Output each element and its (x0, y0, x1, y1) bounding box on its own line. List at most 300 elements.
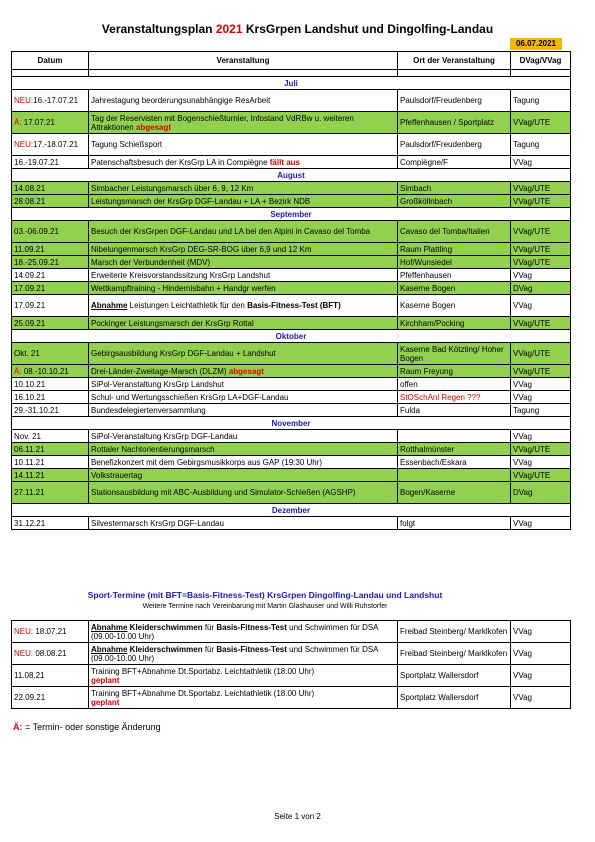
cell-date (12, 343, 89, 365)
event-bold: Basis-Fitness-Test (216, 644, 287, 654)
typ-text: Tagung (513, 405, 540, 415)
cell-typ (511, 90, 571, 112)
event-text: Silvestermarsch KrsGrp DGF-Landau (91, 518, 224, 528)
typ-text: VVag (513, 431, 532, 441)
table-row (12, 404, 571, 417)
event-text: Wettkampftraining - Hindernisbahn + Handgr werfen (91, 283, 276, 293)
typ-text: VVag/UTE (513, 183, 551, 193)
cell-typ (511, 443, 571, 456)
ort-text: Essenbach/Eskara (400, 457, 467, 467)
spacer-cell (511, 70, 571, 77)
cell-event (89, 269, 398, 282)
typ-text: VVag (513, 157, 532, 167)
cell-date (12, 221, 89, 243)
cell-date (12, 430, 89, 443)
month-label: Oktober (12, 330, 571, 343)
table-row (12, 156, 571, 169)
typ-text: VVag (513, 693, 532, 702)
cell-date (12, 256, 89, 269)
cell-event (89, 112, 398, 134)
cell-event (89, 90, 398, 112)
ort-text: Fulda (400, 405, 421, 415)
typ-text: Tagung (513, 96, 540, 105)
date-text: 11.09.21 (14, 244, 45, 254)
table-row (12, 90, 571, 112)
typ-text: VVag (513, 392, 532, 402)
ort-text: Rotthalmünster (400, 444, 455, 454)
table-row (12, 243, 571, 256)
event-text: Simbacher Leistungsmarsch über 6, 9, 12 Km (91, 183, 254, 193)
cell-event (89, 195, 398, 208)
date-text: 17.09.21 (14, 301, 46, 310)
cell-typ (511, 378, 571, 391)
cell-ort (398, 482, 511, 504)
table-row (12, 269, 571, 282)
cell-ort (398, 243, 511, 256)
cell-typ (511, 665, 571, 687)
month-row-oktober (12, 330, 571, 343)
cell-typ (511, 195, 571, 208)
spacer-row (12, 70, 571, 77)
date-text: 06.11.21 (14, 444, 45, 454)
event-text: Tagung Schießsport (91, 140, 163, 149)
cell-typ (511, 282, 571, 295)
event-text: Marsch der Verbundenheit (MDV) (91, 257, 211, 267)
typ-text: VVag/UTE (513, 118, 551, 127)
cell-typ (511, 430, 571, 443)
event-text: Nibelungenmarsch KrsGrp DEG-SR-BOG über 6,9 und 12 Km (91, 244, 312, 254)
cell-date (12, 517, 89, 530)
cell-event (89, 256, 398, 269)
typ-text: VVag (513, 518, 532, 528)
event-bold: Basis-Fitness-Test (BFT) (247, 301, 341, 310)
spacer-cell (89, 70, 398, 77)
date-text: 17.-18.07.21 (33, 140, 79, 149)
cell-date (12, 378, 89, 391)
cell-date (12, 404, 89, 417)
cell-event (89, 156, 398, 169)
header-datum: Datum (12, 52, 89, 70)
cell-ort (398, 269, 511, 282)
cell-ort (398, 317, 511, 330)
date-stamp: 06.07.2021 (510, 38, 562, 50)
typ-text: VVag/UTE (513, 444, 551, 454)
typ-text: VVag (513, 671, 532, 680)
event-text: Training BFT+Abnahme Dt.Sportabz. Leichtathletik (18.00 Uhr) (91, 666, 315, 676)
table-row (12, 391, 571, 404)
ort-text: Bogen/Kaserne (400, 488, 456, 497)
ort-text: Großköllnbach (400, 196, 453, 206)
event-text: Patenschaftsbesuch der KrsGrp LA in Compiègne (91, 157, 268, 167)
cell-ort (398, 221, 511, 243)
event-text: Rottaler Nachtorientierungsmarsch (91, 444, 215, 454)
date-text: 22.09.21 (14, 693, 46, 702)
date-text: Okt. 21 (14, 349, 40, 358)
event-text: Gebirgsausbildung KrsGrp DGF-Landau + Landshut (91, 349, 276, 358)
date-text: 10.11.21 (14, 457, 45, 467)
change-marker: Ä: (14, 366, 22, 376)
typ-text: VVag (513, 270, 532, 280)
cell-date (12, 134, 89, 156)
event-underlined: Abnahme (91, 622, 128, 632)
table-row (12, 621, 571, 643)
date-text: 25.09.21 (14, 318, 46, 328)
table-row (12, 282, 571, 295)
cell-typ (511, 404, 571, 417)
cell-typ (511, 256, 571, 269)
cell-event (89, 456, 398, 469)
cell-ort (398, 687, 511, 709)
date-text: 16.-17.07.21 (33, 96, 79, 105)
cell-typ (511, 456, 571, 469)
month-row-dezember (12, 504, 571, 517)
event-underlined: Abnahme (91, 301, 128, 310)
cell-ort (398, 295, 511, 317)
table-row (12, 482, 571, 504)
ort-text: Simbach (400, 183, 432, 193)
cell-ort (398, 256, 511, 269)
event-text: Volkstrauertag (91, 470, 143, 480)
cell-date (12, 643, 89, 665)
event-text: SiPol-Veranstaltung KrsGrp DGF-Landau (91, 431, 238, 441)
sport-title: Sport-Termine (mit BFT=Basis-Fitness-Test) KrsGrpen Dingolfing-Landau und Landshut (87, 590, 443, 600)
event-text: Besuch der KrsGrpen DGF-Landau und LA bei den Alpini in Cavaso del Tomba (91, 227, 371, 236)
table-row (12, 295, 571, 317)
typ-text: DVag (513, 283, 533, 293)
date-text: 17.07.21 (21, 118, 55, 127)
cell-typ (511, 182, 571, 195)
event-text: Pockinger Leistungsmarsch der KrsGrp Rottal (91, 318, 254, 328)
event-text: Tag der Reservisten mit Bogenschießturnier, Infostand VdRBw u. weiteren Attraktionen (91, 113, 354, 132)
ort-text: Paulsdorf/Freudenberg (400, 140, 482, 149)
event-text: Stationsausbildung mit ABC-Ausbildung und Simulator-Schießen (AGSHP) (91, 488, 356, 497)
cell-typ (511, 295, 571, 317)
cell-event (89, 469, 398, 482)
table-row (12, 456, 571, 469)
typ-text: VVag/UTE (513, 196, 551, 206)
ort-text: Pfeffenhausen / Sportplatz (400, 118, 495, 127)
sport-subtitle: Weitere Termine nach Vereinbarung mit Martin Glashauser und Willi Ruhstorfer (142, 603, 388, 610)
cell-event (89, 282, 398, 295)
month-row-november (12, 417, 571, 430)
ort-text: Freibad Steinberg/ Marklkofen (400, 627, 508, 636)
typ-text: VVag (513, 301, 532, 310)
typ-text: VVag (513, 379, 532, 389)
month-label: August (12, 169, 571, 182)
table-row (12, 469, 571, 482)
cell-date (12, 195, 89, 208)
typ-text: VVag/UTE (513, 244, 551, 254)
table-row (12, 365, 571, 378)
cell-date (12, 391, 89, 404)
change-marker: NEU: (14, 140, 34, 149)
cell-date (12, 295, 89, 317)
date-text: 31.12.21 (14, 518, 46, 528)
header-typ: DVag/VVag (511, 52, 571, 70)
status-text: geplant (91, 697, 120, 707)
cell-ort (398, 443, 511, 456)
cell-ort (398, 182, 511, 195)
typ-text: VVag (513, 627, 532, 636)
event-text: Schul- und Wertungsschießen KrsGrp LA+DGF-Landau (91, 392, 289, 402)
cell-typ (511, 343, 571, 365)
cell-typ (511, 243, 571, 256)
event-table (11, 51, 571, 530)
table-row (12, 317, 571, 330)
cell-event (89, 182, 398, 195)
cell-date (12, 90, 89, 112)
date-text: 08.-10.10.21 (21, 366, 69, 376)
cell-ort (398, 195, 511, 208)
typ-text: VVag/UTE (513, 349, 551, 358)
date-text: 14.09.21 (14, 270, 46, 280)
change-marker: Ä: (14, 118, 22, 127)
date-text: 18.-25.09.21 (14, 257, 59, 267)
table-row (12, 112, 571, 134)
typ-text: VVag (513, 457, 532, 467)
cell-ort (398, 343, 511, 365)
month-label: Dezember (12, 504, 571, 517)
cell-typ (511, 134, 571, 156)
cell-typ (511, 269, 571, 282)
cell-event (89, 404, 398, 417)
date-text: 18.07.21 (33, 627, 67, 636)
month-row-september (12, 208, 571, 221)
table-row (12, 182, 571, 195)
month-row-juli (12, 77, 571, 90)
cell-ort (398, 430, 511, 443)
date-text: 16.10.21 (14, 392, 46, 402)
table-row (12, 643, 571, 665)
table-row (12, 687, 571, 709)
month-label: September (12, 208, 571, 221)
spacer-cell (12, 70, 89, 77)
table-row (12, 256, 571, 269)
ort-text: offen (400, 379, 418, 389)
cell-typ (511, 365, 571, 378)
change-marker: NEU: (14, 96, 34, 105)
cell-ort (398, 134, 511, 156)
cell-ort (398, 365, 511, 378)
cell-typ (511, 112, 571, 134)
date-text: Nov. 21 (14, 431, 41, 441)
header-ort: Ort der Veranstaltung (398, 52, 511, 70)
ort-text: Sportplatz Wallersdorf (400, 671, 479, 680)
status-text: abgesagt (226, 366, 264, 376)
cell-event (89, 482, 398, 504)
ort-text: Cavaso del Tomba/Italien (400, 227, 490, 236)
legend: Ä: = Termin- oder sonstige Änderung (13, 722, 161, 732)
cell-date (12, 482, 89, 504)
cell-ort (398, 517, 511, 530)
cell-ort (398, 378, 511, 391)
ort-text: StOSchAnl Regen ??? (400, 392, 481, 402)
ort-text: Kaserne Bad Kötzting/ Hoher Bogen (400, 344, 504, 363)
cell-event (89, 221, 398, 243)
status-text: geplant (91, 675, 120, 685)
cell-event (89, 343, 398, 365)
cell-ort (398, 469, 511, 482)
cell-event (89, 665, 398, 687)
cell-ort (398, 621, 511, 643)
cell-date (12, 112, 89, 134)
event-text: Jahrestagung beorderungsunabhängige ResArbeit (91, 96, 271, 105)
page-footer: Seite 1 von 2 (274, 812, 321, 821)
date-text: 27.11.21 (14, 488, 45, 497)
cell-date (12, 469, 89, 482)
ort-text: Compiègne/F (400, 157, 449, 167)
table-row (12, 134, 571, 156)
cell-event (89, 687, 398, 709)
cell-event (89, 430, 398, 443)
event-text: Benefizkonzert mit dem Gebirgsmusikkorps aus GAP (19:30 Uhr) (91, 457, 323, 467)
event-text: Training BFT+Abnahme Dt.Sportabz. Leichtathletik (18.00 Uhr) (91, 688, 315, 698)
typ-text: DVag (513, 488, 533, 497)
typ-text: VVag/UTE (513, 366, 551, 376)
cell-typ (511, 687, 571, 709)
ort-text: Raum Freyung (400, 366, 453, 376)
cell-typ (511, 482, 571, 504)
cell-ort (398, 282, 511, 295)
event-bold: Basis-Fitness-Test (216, 622, 287, 632)
cell-date (12, 365, 89, 378)
table-row (12, 665, 571, 687)
ort-text: Kaserne Bogen (400, 283, 456, 293)
event-text: für (202, 622, 217, 632)
date-text: 14.11.21 (14, 470, 45, 480)
event-bold: Kleiderschwimmen (127, 644, 203, 654)
table-row (12, 378, 571, 391)
ort-text: Kaserne Bogen (400, 301, 456, 310)
event-text: Leistungen Leichtathletik für den (127, 301, 248, 310)
date-text: 11.08.21 (14, 671, 45, 680)
month-row-august (12, 169, 571, 182)
change-marker: NEU: (14, 627, 34, 636)
spacer-cell (398, 70, 511, 77)
event-text: Leistungsmarsch der KrsGrp DGF-Landau + LA + Bezirk NDB (91, 196, 311, 206)
cell-event (89, 134, 398, 156)
ort-text: Kirchham/Pocking (400, 318, 465, 328)
status-text: fällt aus (267, 157, 300, 167)
cell-date (12, 282, 89, 295)
cell-event (89, 378, 398, 391)
cell-date (12, 687, 89, 709)
ort-text: Freibad Steinberg/ Marklkofen (400, 649, 508, 658)
cell-ort (398, 391, 511, 404)
cell-typ (511, 621, 571, 643)
cell-event (89, 643, 398, 665)
typ-text: VVag/UTE (513, 318, 551, 328)
sport-table (11, 620, 571, 709)
cell-typ (511, 643, 571, 665)
event-text: und Schwimmen für DSA (09.00-10.00 Uhr) (91, 622, 379, 641)
table-row (12, 430, 571, 443)
table-row (12, 517, 571, 530)
date-text: 14.08.21 (14, 183, 46, 193)
date-text: 29.-31.10.21 (14, 405, 59, 415)
date-text: 16.-19.07.21 (14, 157, 59, 167)
cell-typ (511, 156, 571, 169)
status-text: abgesagt (133, 122, 172, 132)
cell-typ (511, 317, 571, 330)
cell-event (89, 621, 398, 643)
event-text: für (202, 644, 217, 654)
typ-text: VVag/UTE (513, 227, 551, 236)
cell-event (89, 443, 398, 456)
cell-date (12, 665, 89, 687)
date-text: 28.08.21 (14, 196, 46, 206)
ort-text: folgt (400, 518, 416, 528)
cell-date (12, 443, 89, 456)
cell-date (12, 621, 89, 643)
event-text: und Schwimmen für DSA (09.00-10.00 Uhr) (91, 644, 379, 663)
cell-date (12, 269, 89, 282)
table-row (12, 443, 571, 456)
event-text: Drei-Länder-Zweitage-Marsch (DLZM) (91, 366, 227, 376)
cell-date (12, 156, 89, 169)
typ-text: VVag/UTE (513, 257, 551, 267)
month-label: Juli (12, 77, 571, 90)
date-text: 03.-06.09.21 (14, 227, 59, 236)
ort-text: Raum Plattling (400, 244, 453, 254)
table-header (12, 52, 571, 70)
cell-date (12, 317, 89, 330)
cell-event (89, 517, 398, 530)
event-underlined: Abnahme (91, 644, 128, 654)
cell-ort (398, 112, 511, 134)
change-marker: NEU: (14, 649, 34, 658)
date-text: 17.09.21 (14, 283, 46, 293)
cell-ort (398, 456, 511, 469)
event-text: SiPol-Veranstaltung KrsGrp Landshut (91, 379, 224, 389)
cell-ort (398, 404, 511, 417)
cell-ort (398, 156, 511, 169)
event-text: Erweiterte Kreisvorstandssitzung KrsGrp Landshut (91, 270, 271, 280)
cell-ort (398, 665, 511, 687)
table-row (12, 221, 571, 243)
typ-text: VVag/UTE (513, 470, 551, 480)
ort-text: Pfeffenhausen (400, 270, 452, 280)
cell-ort (398, 643, 511, 665)
cell-event (89, 391, 398, 404)
event-text: Bundesdelegiertenversammlung (91, 405, 206, 415)
cell-typ (511, 391, 571, 404)
event-bold: Kleiderschwimmen (127, 622, 203, 632)
cell-typ (511, 469, 571, 482)
cell-date (12, 456, 89, 469)
page-title: Veranstaltungsplan 2021 KrsGrpen Landshut und Dingolfing-Landau (101, 22, 494, 36)
cell-event (89, 243, 398, 256)
table-row (12, 343, 571, 365)
header-veranstaltung: Veranstaltung (89, 52, 398, 70)
cell-ort (398, 90, 511, 112)
ort-text: Sportplatz Wallersdorf (400, 693, 479, 702)
cell-date (12, 243, 89, 256)
cell-event (89, 295, 398, 317)
date-text: 10.10.21 (14, 379, 46, 389)
cell-event (89, 365, 398, 378)
cell-date (12, 182, 89, 195)
typ-text: VVag (513, 649, 532, 658)
cell-typ (511, 221, 571, 243)
cell-event (89, 317, 398, 330)
date-text: 08.08.21 (33, 649, 67, 658)
cell-typ (511, 517, 571, 530)
table-row (12, 195, 571, 208)
typ-text: Tagung (513, 140, 540, 149)
ort-text: Paulsdorf/Freudenberg (400, 96, 482, 105)
month-label: November (12, 417, 571, 430)
